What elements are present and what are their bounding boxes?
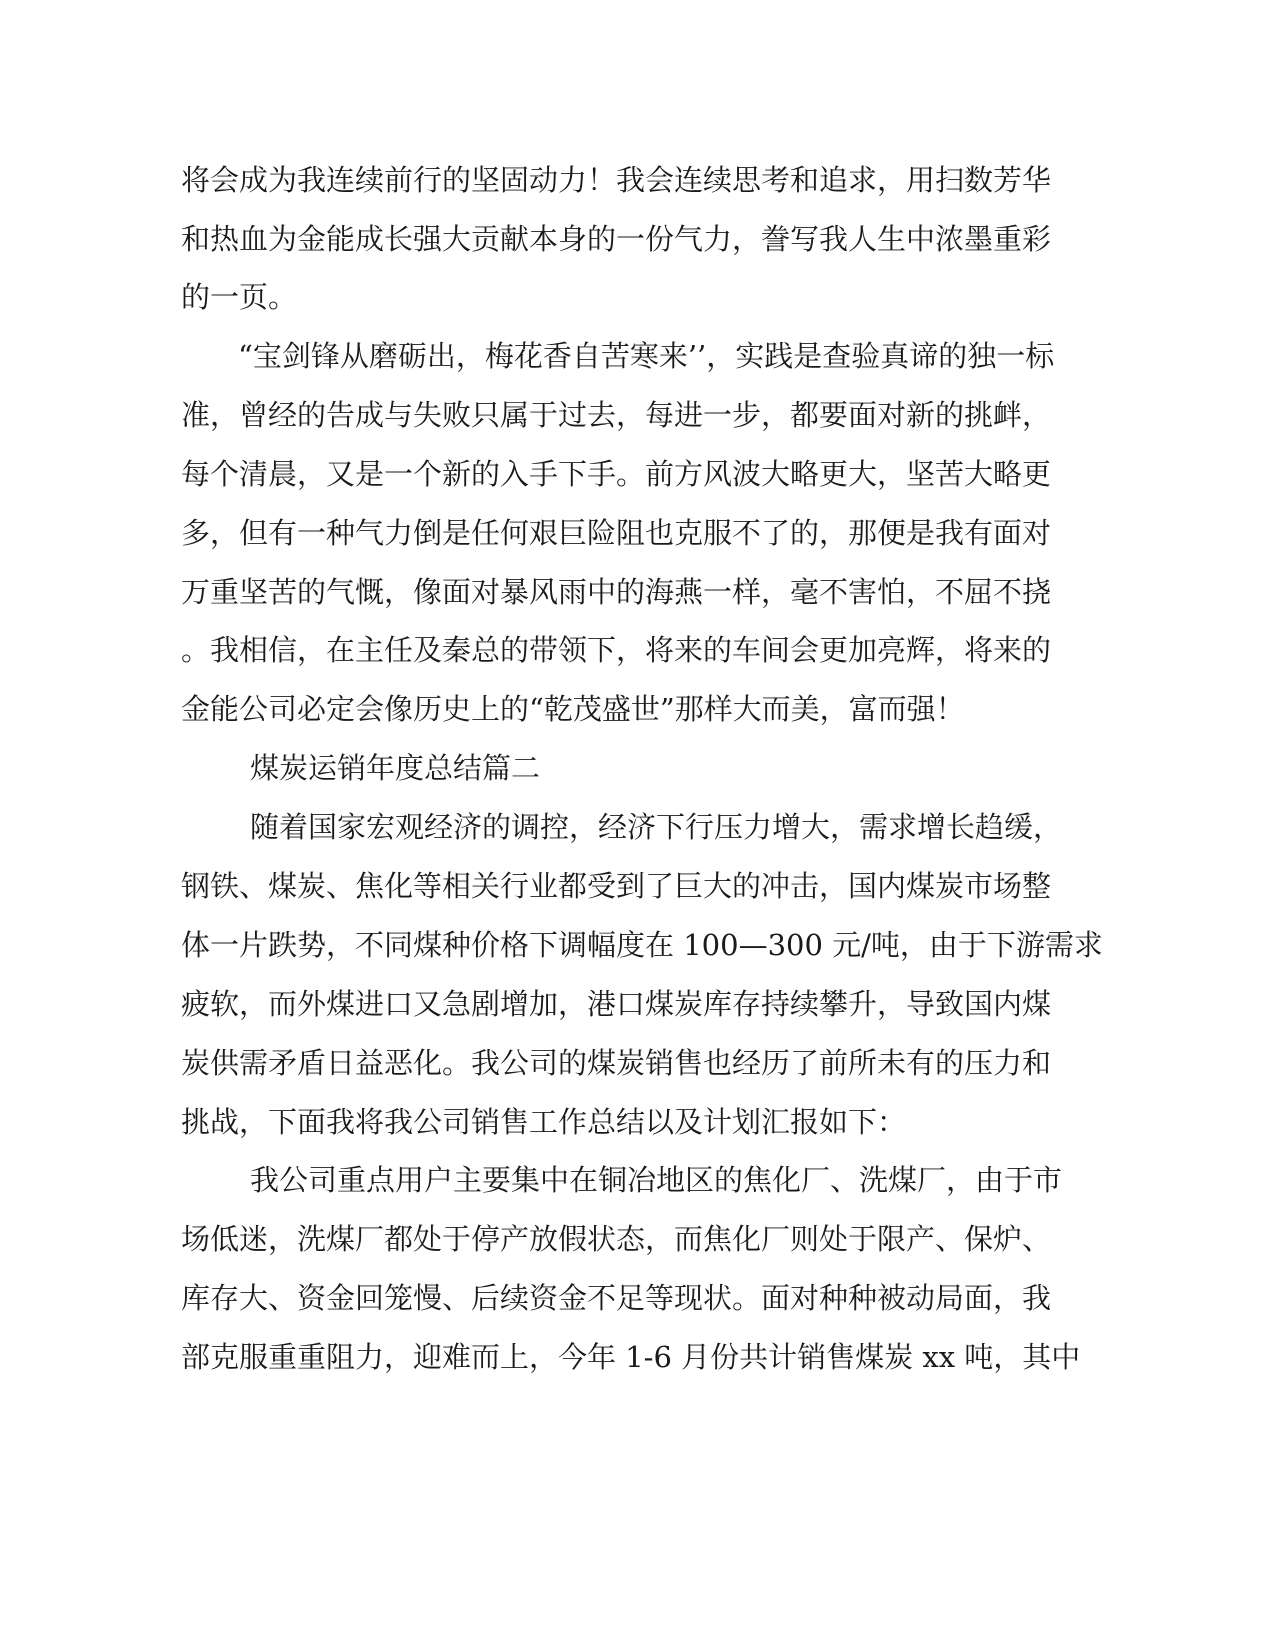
text-line: 库存大、资金回笼慢、后续资金不足等现状。面对种种被动局面，我 <box>181 1281 1052 1315</box>
text-line: 疲软，而外煤进口又急剧增加，港口煤炭库存持续攀升，导致国内煤 <box>181 987 1052 1021</box>
text-line: 和热血为金能成长强大贡献本身的一份气力，誊写我人生中浓墨重彩 <box>181 222 1052 256</box>
text-line: 体一片跌势，不同煤种价格下调幅度在 100—300 元/吨，由于下游需求 <box>181 928 1103 962</box>
text-line: 部克服重重阻力，迎难而上，今年 1-6 月份共计销售煤炭 xx 吨，其中 <box>181 1340 1081 1374</box>
text-line: 多，但有一种气力倒是任何艰巨险阻也克服不了的，那便是我有面对 <box>181 516 1052 550</box>
text-line: 钢铁、煤炭、焦化等相关行业都受到了巨大的冲击，国内煤炭市场整 <box>181 869 1052 903</box>
text-line: “宝剑锋从磨砺出，梅花香自苦寒来’’，实践是查验真谛的独一标 <box>238 339 1055 373</box>
text-line: 将会成为我连续前行的坚固动力！我会连续思考和追求，用扫数芳华 <box>181 163 1052 197</box>
text-line: 挑战，下面我将我公司销售工作总结以及计划汇报如下： <box>181 1105 907 1139</box>
text-line: 炭供需矛盾日益恶化。我公司的煤炭销售也经历了前所未有的压力和 <box>181 1046 1052 1080</box>
text-line: 场低迷，洗煤厂都处于停产放假状态，而焦化厂则处于限产、保炉、 <box>181 1222 1052 1256</box>
text-line: 的一页。 <box>181 280 298 314</box>
text-line: 随着国家宏观经济的调控，经济下行压力增大，需求增长趋缓， <box>250 810 1063 844</box>
section-heading: 煤炭运销年度总结篇二 <box>250 751 541 785</box>
text-line: 。我相信，在主任及秦总的带领下，将来的车间会更加亮辉，将来的 <box>181 633 1052 667</box>
text-line: 我公司重点用户主要集中在铜冶地区的焦化厂、洗煤厂，由于市 <box>250 1163 1063 1197</box>
text-line: 每个清晨，又是一个新的入手下手。前方风波大略更大，坚苦大略更 <box>181 457 1052 491</box>
text-line: 万重坚苦的气慨，像面对暴风雨中的海燕一样，毫不害怕，不屈不挠 <box>181 575 1052 609</box>
text-line: 准，曾经的告成与失败只属于过去，每进一步，都要面对新的挑衅， <box>181 398 1052 432</box>
text-line: 金能公司必定会像历史上的“乾茂盛世”那样大而美，富而强！ <box>181 692 965 726</box>
